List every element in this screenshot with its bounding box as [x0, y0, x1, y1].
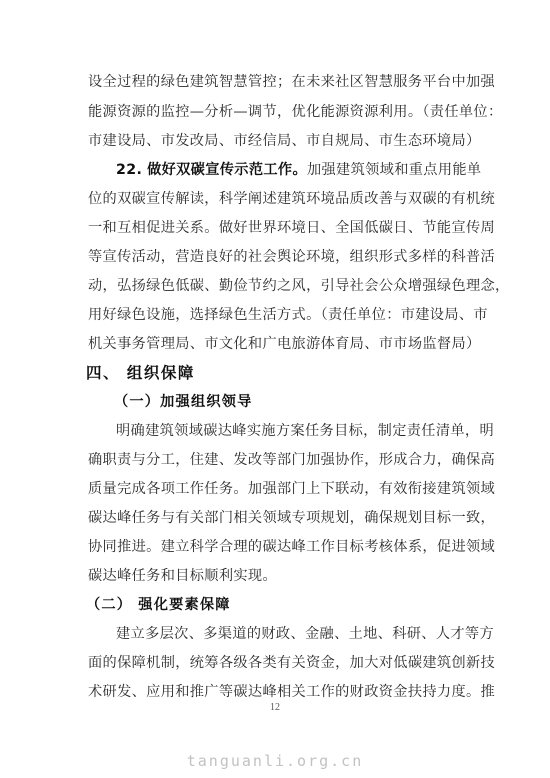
paragraph-line: 建立多层次、多渠道的财政、金融、土地、科研、人才等方	[116, 626, 494, 642]
paragraph-line: 碳达峰任务与有关部门相关领域专项规划，确保规划目标一致，	[88, 510, 496, 526]
paragraph-line: 机关事务管理局、市文化和广电旅游体育局、市市场监督局）	[88, 336, 481, 352]
watermark: tanguanli.org.cn	[186, 752, 364, 770]
item-22-title: 做好双碳宣传示范工作。	[147, 162, 307, 178]
page-number: 12	[270, 702, 280, 713]
item-22-number: 22.	[116, 162, 143, 178]
subsection-heading: （二） 强化要素保障	[86, 597, 231, 613]
paragraph-line: 确职责与分工，住建、发改等部门加强协作，形成合力，确保高	[88, 452, 496, 468]
paragraph-line: 设全过程的绿色建筑智慧管控；在未来社区智慧服务平台中加强	[88, 74, 496, 90]
paragraph-line: 用好绿色设施，选择绿色生活方式。（责任单位：市建设局、市	[88, 307, 488, 323]
paragraph-line: 动，弘扬绿色低碳、勤俭节约之风，引导社会公众增强绿色理念，	[88, 278, 510, 294]
item-22-line	[116, 160, 481, 180]
paragraph-line: 等宣传活动，营造良好的社会舆论环境，组织形式多样的科普活	[88, 249, 496, 265]
paragraph-line: 位的双碳宣传解读，科学阐述建筑环境品质改善与双碳的有机统	[88, 191, 496, 207]
paragraph-line: 协同推进。建立科学合理的碳达峰工作目标考核体系，促进领域	[88, 539, 496, 555]
item-22-text: 加强建筑领域和重点用能单	[306, 162, 482, 178]
paragraph-line: 能源资源的监控—分析—调节，优化能源资源利用。（责任单位：	[88, 104, 503, 120]
paragraph-line: 术研发、应用和推广等碳达峰相关工作的财政资金扶持力度。推	[88, 684, 496, 700]
subsection-heading: （一）加强组织领导	[114, 394, 253, 410]
paragraph-line: 质量完成各项工作任务。加强部门上下联动，有效衔接建筑领域	[88, 481, 496, 497]
paragraph-line: 碳达峰任务和目标顺利实现。	[88, 568, 277, 584]
paragraph-line: 明确建筑领域碳达峰实施方案任务目标，制定责任清单，明	[116, 423, 494, 439]
section-heading: 四、 组织保障	[86, 364, 195, 382]
paragraph-line: 市建设局、市发改局、市经信局、市自规局、市生态环境局）	[88, 133, 481, 149]
paragraph-line: 一和互相促进关系。做好世界环境日、全国低碳日、节能宣传周	[88, 220, 496, 236]
paragraph-line: 面的保障机制，统筹各级各类有关资金，加大对低碳建筑创新技	[88, 655, 496, 671]
